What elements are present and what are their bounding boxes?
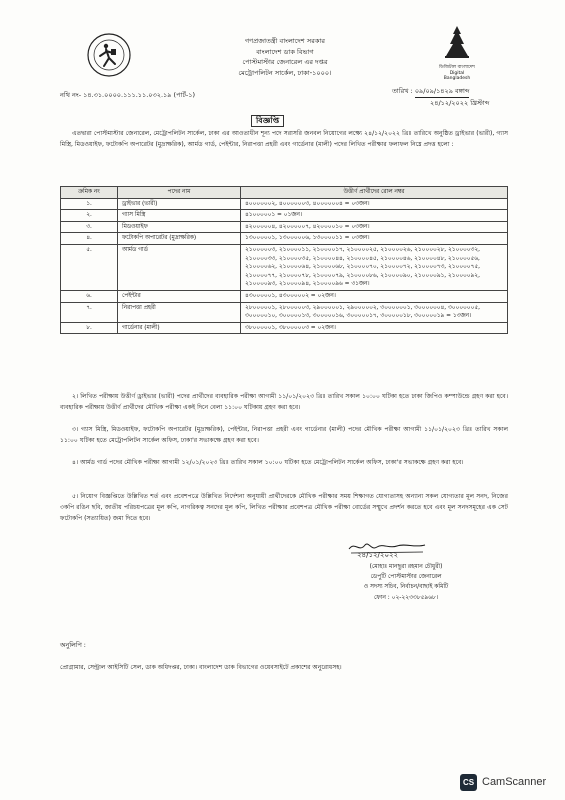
- row-post: আর্মড গার্ড: [118, 244, 241, 290]
- results-table: [60, 186, 508, 334]
- header-line-2: বাংলাদেশ ডাক বিভাগ: [256, 47, 314, 56]
- row-post: ড্রাইভার (ভারী): [118, 198, 241, 210]
- row-rolls: ৪৩০০০০০১, ৪৩০০০০০২ = ০২জন।: [241, 290, 508, 302]
- digital-bangladesh-logo: [437, 24, 477, 81]
- table-row: [61, 198, 508, 210]
- date-gregorian: ২৪/১২/২০২২ খ্রিস্টাব্দ: [430, 99, 490, 107]
- row-post: ফটোকপি অপারেটর (মুদ্রাক্ষরিক): [118, 233, 241, 245]
- notice-title: বিজ্ঞপ্তি: [251, 115, 284, 127]
- col-header-rolls: উত্তীর্ণ প্রার্থীদের রোল নম্বর: [241, 187, 508, 199]
- header-line-1: গণপ্রজাতন্ত্রী বাংলাদেশ সরকার: [244, 37, 326, 45]
- signature-date: ২৪/১২/২০২২: [357, 551, 399, 559]
- row-rolls: ২৮০০০০০১, ২৮০০০০০৩, ২৯০০০০০১, ২৯০০০০০২, ৩০০০০০০১, ৩০০০০০০৪, ৩০০০০০০৫, ৩০০০০০১০, ৩০০০০০১৩, ৩০০০০০১৬, ৩০০০০০১৭, ৩০০০০০১৮, ৩০০০০০১৯ = ১৩জন।: [241, 302, 508, 322]
- row-rolls: ৪০০০০০০২, ৪০০০০০০৩, ৪০০০০০০৪ = ০৩জন।: [241, 198, 508, 210]
- row-serial: ২.: [61, 210, 118, 222]
- date-block: [392, 86, 489, 109]
- header-line-3: পোস্টমাস্টার জেনারেল এর দপ্তর: [242, 58, 328, 67]
- col-header-post: পদের নাম: [118, 187, 241, 199]
- col-header-serial: ক্রমিক নং: [61, 187, 118, 199]
- camscanner-text: CamScanner: [482, 776, 547, 788]
- table-row: [61, 221, 508, 233]
- camscanner-badge-icon: CS: [460, 774, 477, 791]
- office-header: [180, 36, 390, 78]
- header-line-4: মেট্রোপলিটন সার্কেল, ঢাকা-১০০০।: [238, 68, 332, 77]
- logo-text-bn: ডিজিটাল বাংলাদেশ: [439, 65, 475, 70]
- table-row: [61, 244, 508, 290]
- row-serial: ৬.: [61, 290, 118, 302]
- camscanner-watermark: [460, 772, 546, 792]
- paragraph-3: ৩। গ্যাস মিস্ত্রি, মিডওয়াইফ, ফটোকপি অপারেটর (মুদ্রাক্ষরিক), পেইন্টার, নিরাপত্তা প্রহরী এবং গার্ডেনার (মালী) পদের মৌখিক পরীক্ষা আগামী ১১/০১/২০২৩ খ্রিঃ তারিখ সকাল ১১:০০ ঘটিকা হতে মেট্রোপলিটন সার্কেল অফিস, ঢাকা'র সভাকক্ষে গ্রহণ করা হবে।: [60, 426, 508, 444]
- signer-role: ও সদস্য সচিব, নির্বাচন/বাছাই কমিটি: [363, 584, 449, 591]
- cc-label: অনুলিপি :: [60, 642, 86, 649]
- row-serial: ১.: [61, 198, 118, 210]
- signer-phone: ফোন : ০২-২২৩৩৮৫৯৬৮।: [374, 594, 438, 601]
- date-bangla: ০৯/০৯/১৪২৯ বঙ্গাব্দ: [415, 86, 470, 98]
- logo-text-en: Digital Bangladesh: [443, 71, 471, 81]
- table-row: [61, 322, 508, 334]
- row-serial: ৫.: [61, 244, 118, 290]
- row-serial: ৭.: [61, 302, 118, 322]
- row-rolls: ৪১০০০০০১ = ০১জন।: [241, 210, 508, 222]
- digital-bangladesh-icon: [437, 24, 477, 60]
- row-post: নিরাপত্তা প্রহরী: [118, 302, 241, 322]
- row-post: গ্যাস মিস্ত্রি: [118, 210, 241, 222]
- row-rolls: ৪২০০০০০৪, ৪২০০০০০৭, ৪২০০০০১০ = ০৩জন।: [241, 221, 508, 233]
- intro-paragraph: এতদ্বারা পোস্টমাস্টার জেনারেল, মেট্রোপলিটন সার্কেল, ঢাকা এর আওতাধীন শূন্য পদে সরাসরি জনবল নিয়োগের লক্ষ্যে ২৪/১২/২০২২ খ্রিঃ তারিখে অনুষ্ঠিত ড্রাইভার (ভারী), গ্যাস মিস্ত্রি, মিডওয়াইফ, ফটোকপি অপারেটর (মুদ্রাক্ষরিক), আর্মড গার্ড, পেইন্টার, নিরাপত্তা প্রহরী এবং গার্ডেনার (মালী) পদের লিখিত পরীক্ষার ফলাফল নিম্নে প্রদত্ত হলো :: [60, 130, 508, 148]
- table-row: [61, 233, 508, 245]
- row-post: গার্ডেনার (মালী): [118, 322, 241, 334]
- signer-name: (মোহাঃ মানছুরা রহমান চৌধুরী): [369, 564, 443, 570]
- paragraph-4: ৪। আর্মড গার্ড পদের মৌখিক পরীক্ষা আগামী ১২/০১/২০২৩ খ্রিঃ তারিখ সকাল ১০:০০ ঘটিকা হতে মেট্রোপলিটন সার্কেল অফিস, ঢাকা'র সভাকক্ষে গ্রহণ করা হবে।: [72, 459, 464, 466]
- cc-recipient: প্রোগ্রামার, সেন্ট্রাল আইসিটি সেল, ডাক অধিদপ্তর, ঢাকা। বাংলাদেশ ডাক বিভাগের ওয়েবসাইটে প্রকাশের অনুরোধসহ।: [60, 664, 342, 671]
- signer-block: [336, 562, 476, 603]
- row-rolls: ১৩০০০০০১, ১৩০০০০০৬, ১৩০০০০১১ = ০৩জন।: [241, 233, 508, 245]
- row-serial: ৪.: [61, 233, 118, 245]
- memo-number: নথি নং- ১৪.৩১.০০০০.১১১.১১.০৩২.১৯ (পার্ট-১): [60, 91, 196, 99]
- row-rolls: ২১০০০০০৩, ২১০০০০১১, ২১০০০০১৭, ২১০০০০২৫, ২১০০০০২৬, ২১০০০০২৮, ২১০০০০৩২, ২১০০০০৩৩, ২১০০০০৩৫, ২১০০০০৪৪, ২১০০০০৪৫, ২১০০০০৪৬, ২১০০০০৪৮, ২১০০০০৫৬, ২১০০০০৬২, ২১০০০০৬৪, ২১০০০০৬৮, ২১০০০০৭০, ২১০০০০৭২, ২১০০০০৭৩, ২১০০০০৭৫, ২১০০০০৭৭, ২১০০০০৭৮, ২১০০০০৭৯, ২১০০০০৮৬, ২১০০০০৯০, ২১০০০০৯১, ২১০০০০৯২, ২১০০০০৯৩, ২১০০০০৯৪, ২১০০০০৯৬ = ৩১জন।: [241, 244, 508, 290]
- row-serial: ৮.: [61, 322, 118, 334]
- table-row: [61, 210, 508, 222]
- row-post: পেইন্টার: [118, 290, 241, 302]
- date-label: তারিখ :: [392, 87, 413, 95]
- row-rolls: ৩৮০০০০০১, ৩৮০০০০০৩ = ০২জন।: [241, 322, 508, 334]
- row-post: মিডওয়াইফ: [118, 221, 241, 233]
- table-row: [61, 302, 508, 322]
- row-serial: ৩.: [61, 221, 118, 233]
- postal-logo-icon: [86, 32, 132, 78]
- table-header-row: [61, 187, 508, 199]
- signer-designation: ডেপুটি পোস্টমাস্টার জেনারেল: [370, 574, 442, 581]
- paragraph-2: ২। লিখিত পরীক্ষায় উত্তীর্ণ ড্রাইভার (ভারী) পদের প্রার্থীদের ব্যবহারিক পরীক্ষা আগামী ১১/০১/২০২৩ খ্রিঃ তারিখ সকাল ১০:০০ ঘটিকা হতে ঢাকা জিপিও কম্পাউন্ডে গ্রহণ করা হবে। ব্যবহারিক পরীক্ষায় উত্তীর্ণ প্রার্থীদের মৌখিক পরীক্ষা একই দিনে বেলা ১১:০০ ঘটিকায় গ্রহণ করা হবে।: [60, 393, 508, 411]
- table-row: [61, 290, 508, 302]
- paragraph-5: ৫। নিয়োগ বিজ্ঞপ্তিতে উল্লিখিত শর্ত এবং প্রবেশপত্রে উল্লিখিত নির্দেশনা অনুযায়ী প্রার্থীদেরকে মৌখিক পরীক্ষার সময় শিক্ষাগত যোগ্যতাসহ অন্যান্য সকল যোগ্যতার মূল সনদ, নিজের ৩কপি রঙিন ছবি, জাতীয় পরিচয়পত্রের মূল কপি, নাগরিকত্ব সনদের মূল কপি, লিখিত পরীক্ষার প্রবেশপত্র মৌখিক পরীক্ষা বোর্ডের সম্মুখে প্রদর্শন করতে হবে এবং মূল সনদসমূহের এক সেট ফটোকপি (সত্যায়িত) জমা দিতে হবে।: [60, 493, 508, 522]
